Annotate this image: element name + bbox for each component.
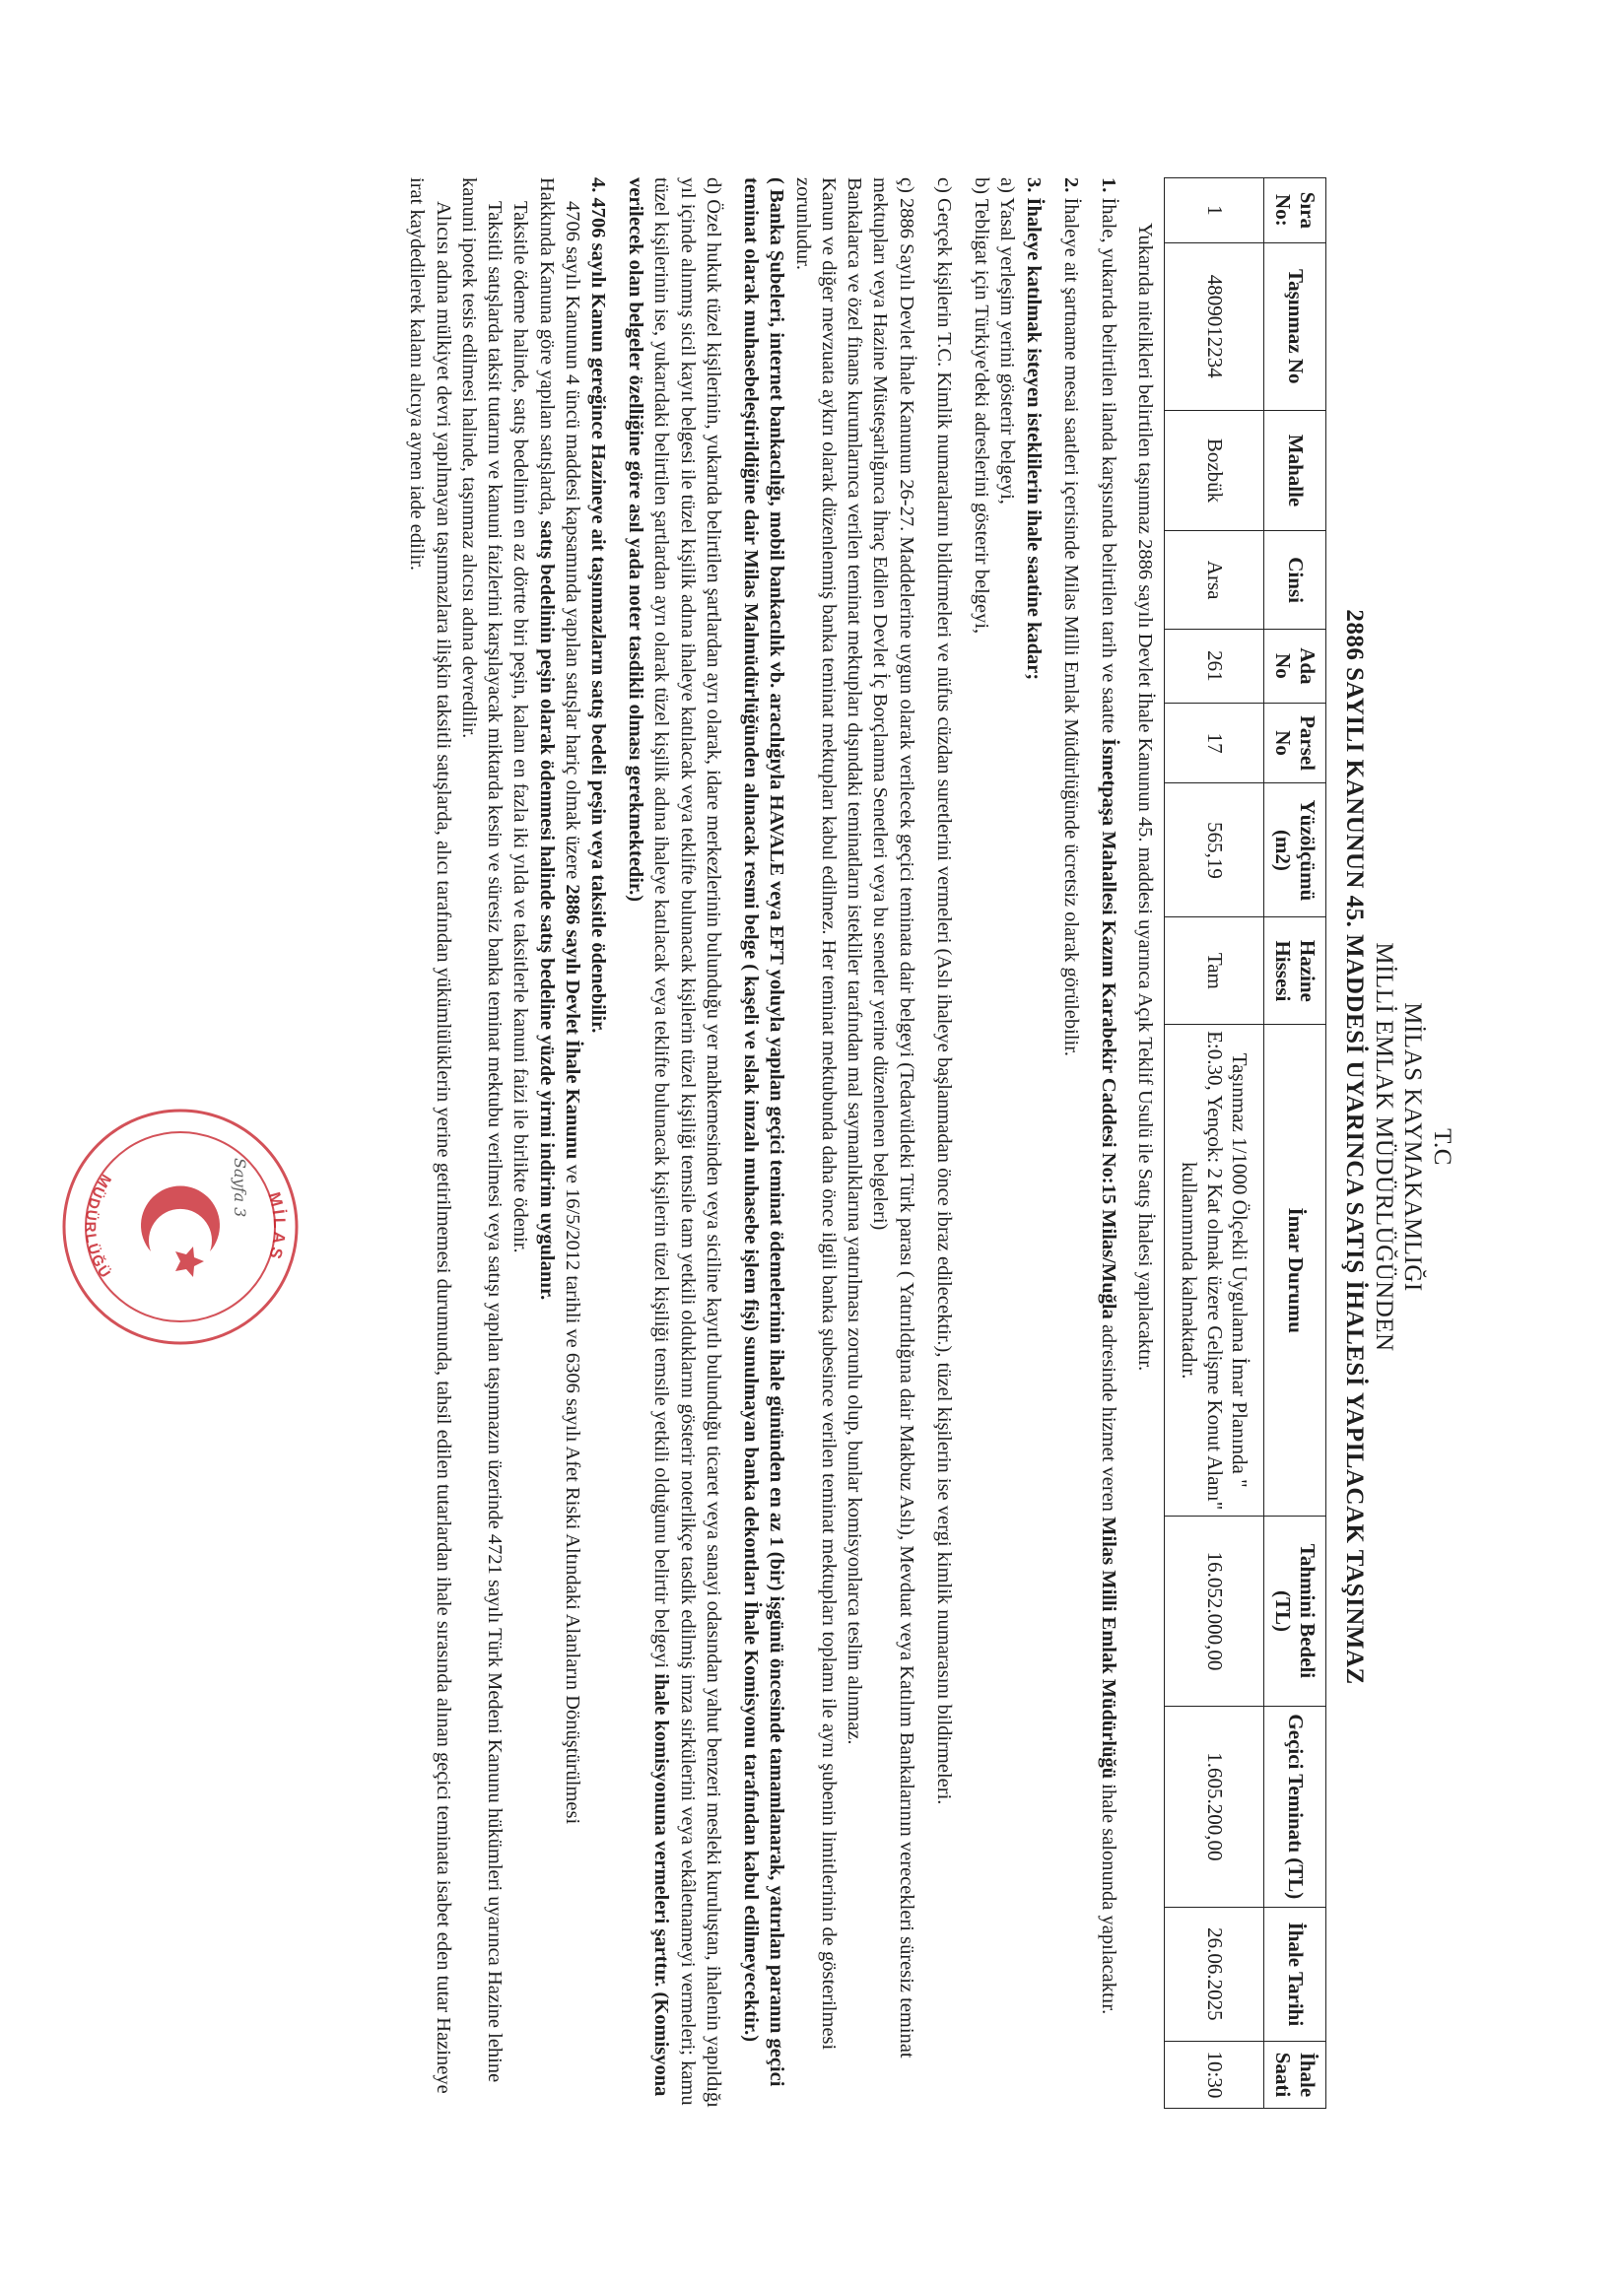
section-3-item-c2: ç) 2886 Sayılı Devlet İhale Kanunun 26-27. Maddelerine uygun olarak verilecek geçici teminata dair belgeyi (Tedavüldeki Türk parası ( Yatırıldığına dair Makbuz Aslı), Mevduat veya Katılım Bankalarının verecekleri süresiz teminat mektupları veya Hazine Müsteşarlığınca İhraç Edilen Devlet İç Borçlanma Senetleri veya bu senetler yerine düzenlenen belgeleri) — [869, 177, 917, 2058]
section-3-item-a: a) Yasal yerleşim yerini gösterir belgeyi, — [996, 177, 1019, 505]
section-3-item-d — [623, 177, 726, 2117]
svg-text:MİLAS — [264, 1190, 289, 1264]
col-gecici-teminat: Geçici Teminatı (TL) — [1264, 1706, 1326, 1907]
table-caption: Yukarıda nitelikleri belirtilen taşınmaz 2886 sayılı Devlet İhale Kanunun 45. maddesi uyarınca Açık Teklif Usulü ile Satış İhalesi yapılacaktır. — [1134, 223, 1156, 1372]
crescent-icon — [141, 1186, 220, 1251]
col-sira-no: Sıra No: — [1264, 178, 1326, 243]
cell-parsel-no: 17 — [1165, 703, 1264, 783]
section-4-para-4: Taksitli satışlarda taksit tutarını ve kanuni faizlerini karşılayacak miktarda kesin ve süresiz banka teminat mektubu verilmesi veya satışı yapılan taşınmazın üzerinde 4721 sayılı Türk Medeni Kanunu hükümleri uyarınca Hazine lehine kanuni ipotek tesis edilmesi halinde, taşınmaz alıcısı adına devredilir. — [457, 177, 507, 2083]
cell-ada-no: 261 — [1165, 629, 1264, 703]
section-3-item-c2-banks: Bankalarca ve özel finans kurumlarınca verilen teminat mektupları dışındaki teminatların istekliler tarafından mal saymanlıklarına yatırılması zorunlu olup, bunlar komisyonlarca teslim alınmaz. — [844, 177, 866, 1745]
section-3-item-d-bold: ihale komisyonuna vermeleri şarttır. (Komisyona verilecek olan belgeler özelliğine göre asıl yada noter tasdikli olması gerekmektedir.) — [625, 177, 673, 2097]
section-2-text: İhaleye ait şartname mesai saatleri içerisinde Milas Milli Emlak Müdürlüğünde ücretsiz olarak görülebilir. — [1059, 192, 1082, 1057]
cell-cinsi: Arsa — [1165, 531, 1264, 630]
section-4-discount-note: satış bedelinin peşin olarak ödenmesi halinde satış bedeline yüzde yirmi indirim uygulanır. — [535, 520, 558, 1301]
section-3-item-d-text: d) Özel hukuk tüzel kişilerinin, yukarıda belirtilen şartlardan ayrı olarak, idare merkezlerinin bulunduğu yer mahkemesinden veya siciline kayıtlı bulunduğu ticaret veya sanayi odasından yahut benzeri mesleki kuruluştan, ihalenin yapıldığı yıl içinde alınmış sicil kayıt belgesi ile tüzel kişilik adına ihaleye katılacak veya teklifte bulunacak kişilerin tüzel kişiliği temsile tam yetkili olduklarını gösterir noterlikçe tasdik edilmiş imza sirkülerini veya vekâletnameyi vermeleri; kamu tüzel kişilerinin ise, yukarıdaki belirtilen şartlardan ayrı olarak tüzel kişilik adına ihaleye katılacak veya teklifte bulunacak kişilerin tüzel kişiliği temsile yetkili olduğunu belirtir belgeyi — [650, 177, 724, 2108]
section-4-para-1-b: ve 16/5/2012 tarihli ve 6306 sayılı Afet Riski Altındaki Alanların Dönüştürülmesi — [561, 1159, 583, 1825]
section-1-text-b: adresinde hizmet veren — [1098, 1318, 1119, 1518]
header-tc: T.C — [1429, 1128, 1455, 1166]
section-3-item-c2-law: Kanun ve diğer mevzuata aykırı olarak düzenlenmiş banka teminat mektupları kabul edilmez. Her teminat mektubunda daha önce ilgili banka şubesince verilen teminat mektupları toplamı ile aynı şubenin limitlerinin de gösterilmesi zorunludur. — [791, 177, 840, 2051]
cell-gecici-teminat: 1.605.200,00 — [1165, 1706, 1264, 1907]
section-4-para-3: Taksitle ödeme halinde, satış bedelinin en az dörtte biri peşin, kalanı en fazla iki yılda ve taksitlerle kanuni faizi ile birlikte ödenir. — [509, 201, 532, 1253]
col-yuzolcumu: Yüzölçümü (m2) — [1264, 783, 1326, 917]
section-1-number: 1. — [1098, 177, 1119, 193]
stamp-bottom-text: MÜDÜRLÜĞÜ — [81, 1171, 115, 1283]
header-kaymakamlik: MİLAS KAYMAKAMLIĞI — [1399, 1002, 1427, 1292]
auction-address: İsmetpaşa Mahallesi Kazım Karabekir Caddesi No:15 Milas/Muğla — [1098, 738, 1119, 1319]
cell-ihale-tarihi: 26.06.2025 — [1165, 1907, 1264, 2041]
section-2 — [1058, 177, 1084, 2117]
cell-sira-no: 1 — [1165, 178, 1264, 243]
cell-tasinmaz-no: 4809012234 — [1165, 242, 1264, 410]
section-4-para-1-a: 4706 sayılı Kanunun 4 üncü maddesi kapsamında yapılan satışlar hariç olmak üzere — [561, 201, 583, 885]
section-3-item-b: b) Tebligat için Türkiye'deki adreslerini gösterir belgeyi, — [971, 177, 993, 635]
section-4-para-1 — [560, 177, 585, 2117]
document-header — [1340, 177, 1456, 2117]
section-1 — [1096, 177, 1121, 2117]
col-imar-durumu: İmar Durumu — [1264, 1025, 1326, 1517]
section-4-law-name: 2886 sayılı Devlet İhale Kanunu — [561, 884, 583, 1160]
section-4-para-5: Alıcısı adına mülkiyet devri yapılmayan taşınmazlara ilişkin taksitli satışlarda, alıcı tarafından yükümlülüklerin yerine getirilmemesi durumunda, tahsil edilen tutarlardan ihale sırasında alınan geçici teminata isabet eden tutar Hazineye irat kaydedilerek kalanı alıcıya aynen iade edilir. — [406, 177, 454, 2094]
section-3-bank-note: ( Banka Şubeleri, internet bankacılığı, mobil bankacılık vb. aracılığıyla HAVALE veya EFT yoluyla yapılan geçici teminat ödemelerinin ihale gününden en az 1 (bir) işgünü öncesinde tamamlanarak, yatırılan paranın geçici teminat olarak muhasebeleştirildiğine dair Milas Malmüdürlüğünden alınacak resmi belge ( kaşeli ve ıslak imzalı muhasebe işlem fişi) sunulmayan banka dekontları İhale Komisyonu tarafından kabul edilmeyecektir.) — [740, 177, 788, 2087]
section-4-title: 4. 4706 sayılı Kanun gereğince Hazineye ait taşınmazların satış bedeli peşin veya taksitle ödenebilir. — [587, 177, 610, 1034]
official-stamp — [57, 1104, 304, 1350]
cell-imar-durumu: Taşınmaz 1/1000 Ölçekli Uygulama İmar Planında " E:0.30, Yençok: 2 Kat olmak üzere Gelişme Konut Alanı" kullanımında kalmaktadır. — [1165, 1025, 1264, 1517]
section-1-text-a: İhale, yukarıda belirtilen ilanda karşısında belirtilen tarih ve saatte — [1098, 192, 1119, 739]
col-ihale-tarihi: İhale Tarihi — [1264, 1907, 1326, 2041]
section-3-title: 3. İhaleye katılmak isteyen isteklilerin ihale saatine kadar; — [1022, 177, 1045, 681]
header-title: 2886 SAYILI KANUNUN 45. MADDESİ UYARINCA SATIŞ İHALESİ YAPILACAK TAŞINMAZ — [1341, 609, 1369, 1685]
col-parsel-no: Parsel No — [1264, 703, 1326, 783]
auction-office: Milas Milli Emlak Müdürlüğü — [1098, 1517, 1119, 1780]
col-ada-no: Ada No — [1264, 629, 1326, 703]
cell-mahalle: Bozbük — [1165, 410, 1264, 530]
col-ihale-saati: İhale Saati — [1264, 2041, 1326, 2108]
section-4-para-2 — [533, 177, 559, 2117]
property-table — [1164, 177, 1326, 2109]
table-row — [1165, 178, 1264, 2109]
star-icon — [175, 1247, 204, 1277]
cell-ihale-saati: 10:30 — [1165, 2041, 1264, 2108]
col-hazine-hissesi: Hazine Hissesi — [1264, 917, 1326, 1025]
header-mudurluk: MİLLİ EMLAK MÜDÜRLÜĞÜNDEN — [1371, 942, 1397, 1352]
col-tahmini-bedeli: Tahmini Bedeli (TL) — [1264, 1517, 1326, 1707]
section-4-para-2-a: Hakkında Kanuna göre yapılan satışlarda, — [535, 177, 558, 521]
signature-scribble: Sayfa 3 — [231, 1158, 249, 1218]
section-3-item-c: c) Gerçek kişilerin T.C. Kimlik numaralarını bildirmeleri ve nüfus cüzdan suretlerini vermeleri (Aslı ihaleye başlanmadan önce ibraz edilecektir.), tüzel kişilerin ise vergi kimlik numarasını bildirmeleri. — [932, 177, 955, 1805]
col-mahalle: Mahalle — [1264, 410, 1326, 530]
svg-text:MÜDÜRLÜĞÜ — [82, 1171, 114, 1282]
cell-tahmini-bedeli: 16.052.000,00 — [1165, 1517, 1264, 1707]
table-header-row — [1264, 178, 1326, 2109]
section-2-number: 2. — [1059, 177, 1082, 193]
stamp-top-text: MİLAS — [264, 1189, 290, 1264]
cell-yuzolcumu: 565,19 — [1165, 783, 1264, 917]
cell-hazine-hissesi: Tam — [1165, 917, 1264, 1025]
col-tasinmaz-no: Taşınmaz No — [1264, 242, 1326, 410]
section-1-text-c: ihale salonunda yapılacaktır. — [1098, 1779, 1119, 2015]
col-cinsi: Cinsi — [1264, 531, 1326, 630]
